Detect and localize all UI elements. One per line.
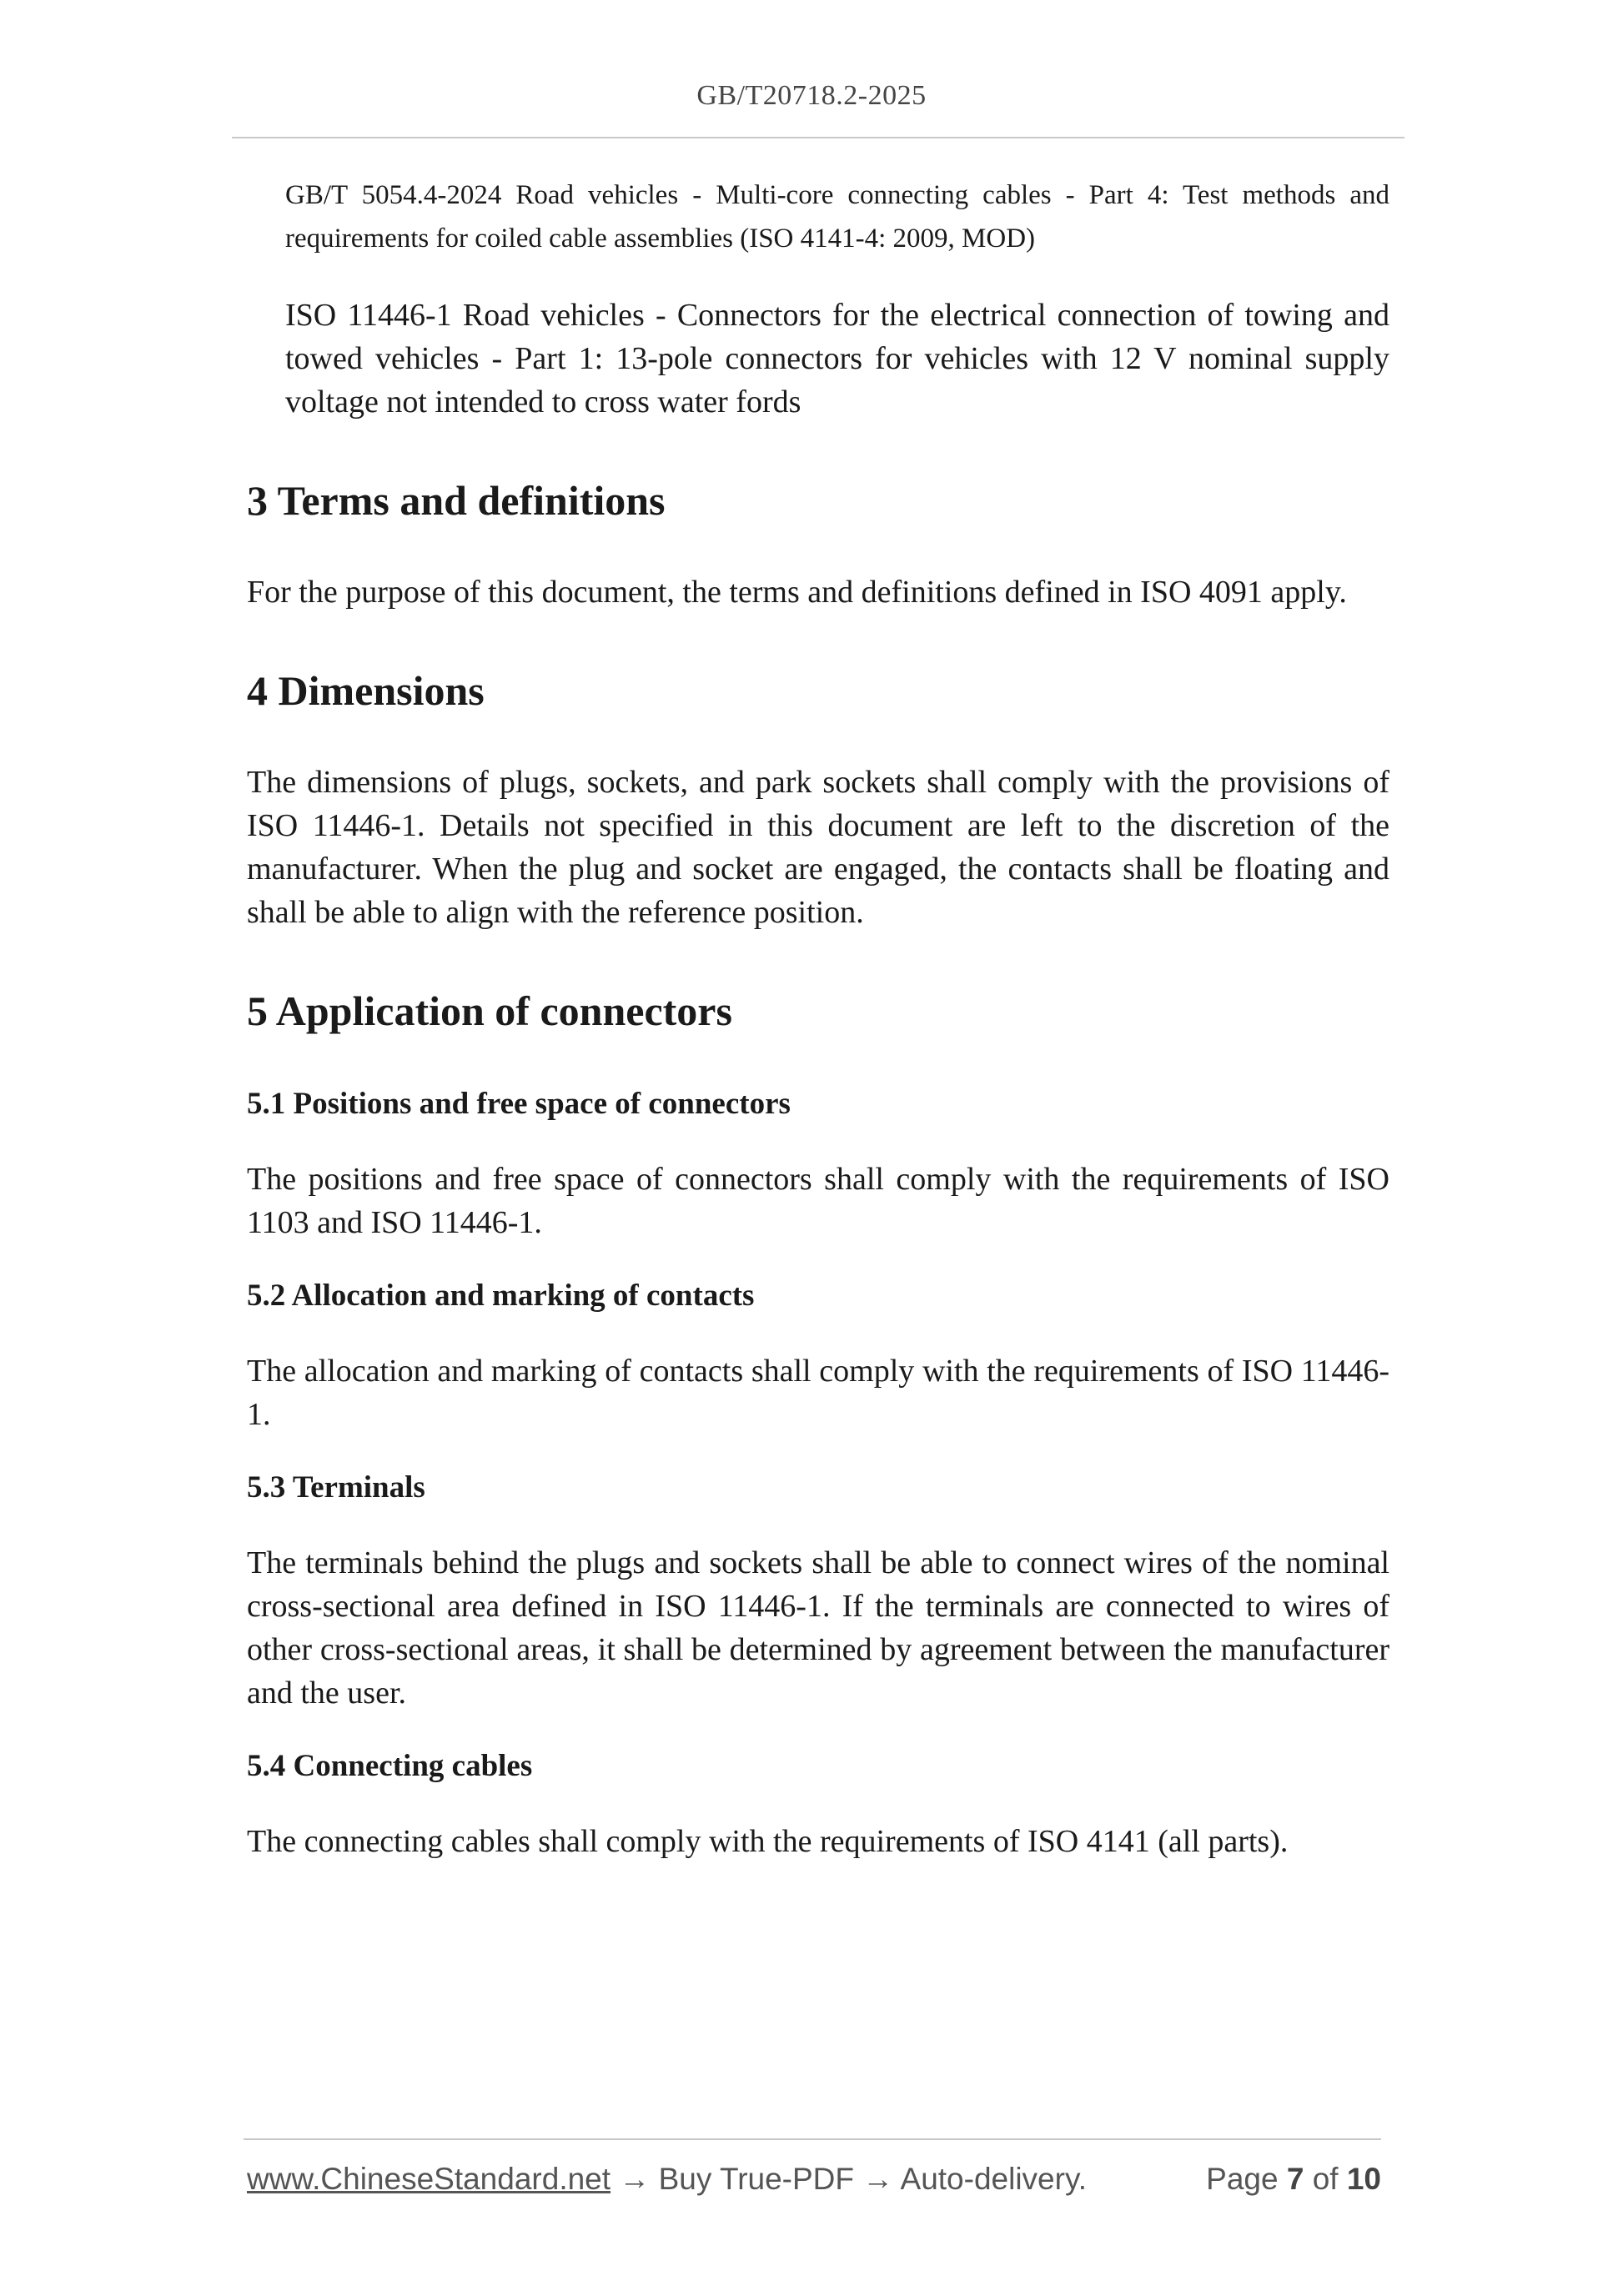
reference-gbt5054: GB/T 5054.4-2024 Road vehicles - Multi-core connecting cables - Part 4: Test methods and requirements for coiled cable assemblies (ISO 4141-4: 2009, MOD)	[285, 180, 1389, 254]
footer-divider	[244, 2138, 1381, 2140]
section-4-heading: 4 Dimensions	[247, 667, 485, 714]
page-footer	[247, 2162, 1381, 2203]
section-4-text: The dimensions of plugs, sockets, and park sockets shall comply with the provisions of ISO 11446-1. Details not specified in this document are left to the discretion of the manufacturer. When the plug and socket are engaged, the contacts shall be floating and shall be able to align with the reference position.	[247, 765, 1389, 930]
section-5-2-text: The allocation and marking of contacts shall comply with the requirements of ISO 11446-1.	[247, 1354, 1389, 1432]
section-5-3-heading: 5.3 Terminals	[247, 1470, 425, 1505]
page-label: Page	[1206, 2162, 1279, 2196]
section-5-3-text: The terminals behind the plugs and sockets shall be able to connect wires of the nominal cross-sectional area defined in ISO 11446-1. If the terminals are connected to wires of other cross-sectional areas, it shall be determined by agreement between the manufacturer and the user.	[247, 1545, 1389, 1711]
document-header-title: GB/T20718.2-2025	[696, 80, 927, 111]
page-current: 7	[1286, 2162, 1304, 2196]
document-body	[247, 173, 1389, 1863]
section-3-heading: 3 Terms and definitions	[247, 477, 666, 524]
page-total: 10	[1346, 2162, 1381, 2196]
footer-promo	[247, 2162, 1087, 2197]
section-5-1-text: The positions and free space of connectors shall comply with the requirements of ISO 1103 and ISO 11446-1.	[247, 1162, 1389, 1240]
section-5-4-text: The connecting cables shall comply with the requirements of ISO 4141 (all parts).	[247, 1824, 1289, 1859]
section-3-text: For the purpose of this document, the terms and definitions defined in ISO 4091 apply.	[247, 575, 1347, 610]
section-5-heading: 5 Application of connectors	[247, 987, 732, 1034]
footer-tagline: → Buy True-PDF → Auto-delivery.	[611, 2162, 1087, 2196]
section-5-2-heading: 5.2 Allocation and marking of contacts	[247, 1279, 755, 1313]
chinesestandard-link[interactable]: www.ChineseStandard.net	[247, 2162, 611, 2196]
page-of-label: of	[1312, 2162, 1339, 2196]
reference-iso11446: ISO 11446-1 Road vehicles - Connectors for the electrical connection of towing and towed vehicles - Part 1: 13-pole connectors for vehicles with 12 V nominal supply voltage not intended to cross water fords	[285, 298, 1389, 420]
header-divider	[232, 137, 1404, 138]
page-indicator	[1206, 2162, 1381, 2197]
section-5-1-heading: 5.1 Positions and free space of connectors	[247, 1087, 791, 1121]
section-5-4-heading: 5.4 Connecting cables	[247, 1749, 533, 1783]
